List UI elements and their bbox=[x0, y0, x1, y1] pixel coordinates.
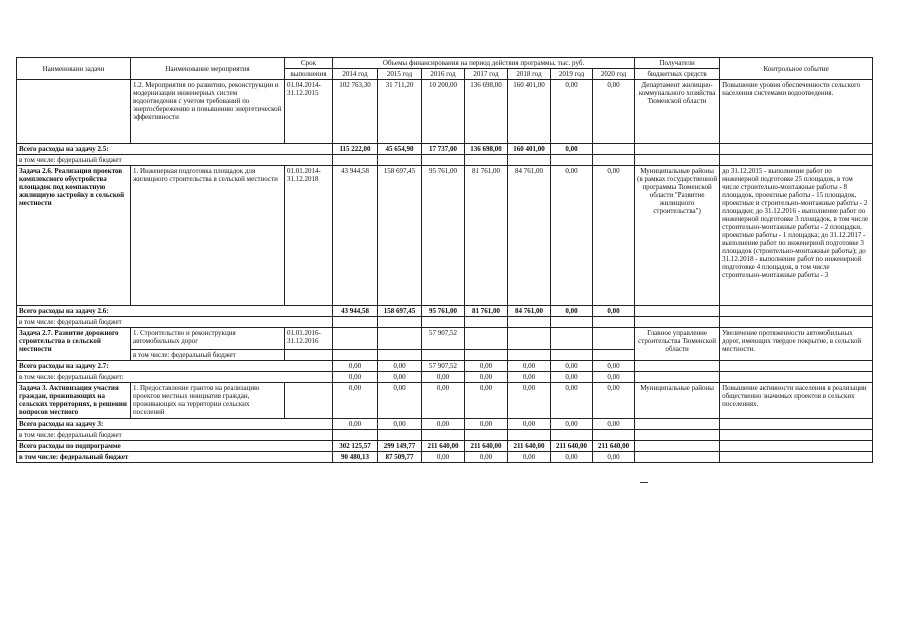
total-value: 0,00 bbox=[551, 361, 593, 372]
total-value: 0,00 bbox=[465, 361, 508, 372]
total-label: Всего расходы на задачу 2.6: bbox=[17, 306, 333, 317]
grand-total-value: 211 640,00 bbox=[465, 441, 508, 452]
grand-total-value: 211 640,00 bbox=[508, 441, 551, 452]
header-year: 2019 год bbox=[551, 69, 593, 80]
total-value: 115 222,00 bbox=[333, 144, 378, 155]
federal-value: 0,00 bbox=[508, 372, 551, 383]
cell-task: Задача 2.7. Развитие дорожного строительства в сельской местности bbox=[17, 328, 131, 361]
table-row-total bbox=[17, 144, 873, 155]
cell-value: 102 763,30 bbox=[333, 80, 378, 144]
federal-value: 0,00 bbox=[422, 372, 465, 383]
header-event: Наименование мероприятия bbox=[131, 58, 285, 80]
total-value: 57 907,52 bbox=[422, 361, 465, 372]
cell-event: 1. Предоставление грантов на реализацию проектов местных инициатив граждан, проживающих на территории сельских поселений bbox=[131, 383, 285, 419]
federal-value: 0,00 bbox=[378, 372, 422, 383]
total-label: Всего расходы на задачу 2.7: bbox=[17, 361, 333, 372]
header-year: 2020 год bbox=[593, 69, 635, 80]
cell-value: 84 761,00 bbox=[508, 166, 551, 306]
table-row-total bbox=[17, 306, 873, 317]
header-task: Наименовани задачи bbox=[17, 58, 131, 80]
header-year: 2017 год bbox=[465, 69, 508, 80]
table-row-federal bbox=[17, 155, 873, 166]
header-funding: Объемы финансирования на период действия программы, тыс. руб. bbox=[333, 58, 635, 69]
cell-value: 0,00 bbox=[465, 383, 508, 419]
total-value: 136 698,00 bbox=[465, 144, 508, 155]
total-value: 43 944,58 bbox=[333, 306, 378, 317]
total-value-empty bbox=[593, 144, 635, 155]
cell-value: 43 944,58 bbox=[333, 166, 378, 306]
cell-value: 0,00 bbox=[593, 80, 635, 144]
federal-value: 0,00 bbox=[333, 372, 378, 383]
federal-value: 90 480,13 bbox=[333, 452, 378, 463]
table-row bbox=[17, 80, 873, 144]
grand-total-value: 299 149,77 bbox=[378, 441, 422, 452]
total-value: 0,00 bbox=[593, 306, 635, 317]
cell-value: 0,00 bbox=[551, 383, 593, 419]
total-value: 0,00 bbox=[378, 361, 422, 372]
total-value: 0,00 bbox=[378, 419, 422, 430]
grand-total-value: 302 125,57 bbox=[333, 441, 378, 452]
cell-control: Повышение уровня обеспеченности сельского населения системами водоотведения. bbox=[720, 80, 873, 144]
total-value: 0,00 bbox=[551, 419, 593, 430]
total-value: 17 737,00 bbox=[422, 144, 465, 155]
header-term-1: Срок bbox=[285, 58, 333, 69]
federal-value: 87 509,77 bbox=[378, 452, 422, 463]
table-row-federal bbox=[17, 430, 873, 441]
federal-label: в том числе: федеральный бюджет bbox=[17, 317, 333, 328]
total-value: 0,00 bbox=[333, 361, 378, 372]
cell-value: 0,00 bbox=[551, 166, 593, 306]
total-value: 81 761,00 bbox=[465, 306, 508, 317]
cell-task bbox=[17, 80, 131, 144]
federal-value: 0,00 bbox=[508, 452, 551, 463]
total-label: Всего расходы на задачу 3: bbox=[17, 419, 333, 430]
cell-value: 0,00 bbox=[593, 166, 635, 306]
federal-value: 0,00 bbox=[422, 452, 465, 463]
cell-event: 1. Инженерная подготовка площадок для жилищного строительства в сельской местности bbox=[131, 166, 285, 306]
federal-value: 0,00 bbox=[551, 372, 593, 383]
total-value: 0,00 bbox=[422, 419, 465, 430]
cell-value: 95 761,00 bbox=[422, 166, 465, 306]
program-funding-table bbox=[16, 57, 873, 463]
total-value: 158 697,45 bbox=[378, 306, 422, 317]
cell-value: 0,00 bbox=[333, 383, 378, 419]
table-row-federal bbox=[17, 452, 873, 463]
total-label: Всего расходы на задачу 2.5: bbox=[17, 144, 333, 155]
total-value: 45 654,90 bbox=[378, 144, 422, 155]
cell-value: 0,00 bbox=[378, 383, 422, 419]
table-row-federal bbox=[17, 317, 873, 328]
cell-control: до 31.12.2015 - выполнение работ по инженерной подготовке 25 площадок, в том числе строительно-монтажные работы - 8 площадок, проектные работы - 15 площадок, проектные и строительно-монтажные работы - 2 площадки; до 31.12.2016 - выполнение работ по инженерной подготовке 3 площадок, в том числе строительно-монтажные работы - 2 площадки, проектные работы - 1 площадка; до 31.12.2017 - выполнение работ по инженерной подготовке 3 площадок (строительно-монтажные работы); до 31.12.2018 - выполнение работ по инженерной подготовке 4 площадок, в том числе строительно-монтажные работы - 3 bbox=[720, 166, 873, 306]
cell-value: 81 761,00 bbox=[465, 166, 508, 306]
federal-value: 0,00 bbox=[465, 452, 508, 463]
federal-label: в том числе: федеральный бюджет: bbox=[17, 372, 333, 383]
cell-value: 0,00 bbox=[593, 383, 635, 419]
cell-empty bbox=[720, 144, 873, 155]
total-value: 160 401,00 bbox=[508, 144, 551, 155]
cell-empty bbox=[635, 144, 720, 155]
total-value: 0,00 bbox=[333, 419, 378, 430]
cell-recipient: Главное управление строительства Тюменской области bbox=[635, 328, 720, 361]
cell-value: 10 200,00 bbox=[422, 80, 465, 144]
federal-label: в том числе: федеральный бюджет bbox=[17, 155, 333, 166]
federal-value: 0,00 bbox=[465, 372, 508, 383]
total-value: 0,00 bbox=[508, 419, 551, 430]
document-sheet bbox=[16, 57, 873, 463]
federal-value: 0,00 bbox=[593, 452, 635, 463]
header-year: 2014 год bbox=[333, 69, 378, 80]
cell-term: 01.04.2014-31.12.2015 bbox=[285, 80, 333, 144]
cell-control: Повышение активности населения в реализации общественно значимых проектов в сельских поселениях. bbox=[720, 383, 873, 419]
cell-task: Задача 2.6. Реализация проектов комплексного обустройства площадок под компактную жилищную застройку в сельской местности bbox=[17, 166, 131, 306]
federal-label: в том числе: федеральный бюджет bbox=[131, 350, 285, 361]
cell-recipient: Муниципальные районы (в рамках государственной программы Тюменской области "Развитие жилищного строительства") bbox=[635, 166, 720, 306]
table-row bbox=[17, 328, 873, 350]
scan-mark bbox=[640, 482, 648, 483]
federal-value: 0,00 bbox=[593, 372, 635, 383]
total-value: 0,00 bbox=[551, 144, 593, 155]
cell-value: 0,00 bbox=[422, 383, 465, 419]
cell-control: Увеличение протяженности автомобильных дорог, имеющих твердое покрытие, в сельской местности. bbox=[720, 328, 873, 361]
total-value: 0,00 bbox=[593, 361, 635, 372]
total-value: 84 761,00 bbox=[508, 306, 551, 317]
total-value: 95 761,00 bbox=[422, 306, 465, 317]
total-value: 0,00 bbox=[465, 419, 508, 430]
header-control: Контрольное событие bbox=[720, 58, 873, 80]
cell-recipient: Муниципальные районы bbox=[635, 383, 720, 419]
table-row bbox=[17, 383, 873, 419]
cell-recipient: Департамент жилищно-коммунального хозяйства Тюменской области bbox=[635, 80, 720, 144]
header-recipients-1: Получатели bbox=[635, 58, 720, 69]
table-row bbox=[17, 166, 873, 306]
cell-event: 1.2. Мероприятия по развитию, реконструкции и модернизации инженерных систем водоотведения с учетом требований по энергосбережению и повышению энергетической эффективности bbox=[131, 80, 285, 144]
grand-total-value: 211 640,00 bbox=[551, 441, 593, 452]
header-year: 2015 год bbox=[378, 69, 422, 80]
cell-value: 0,00 bbox=[551, 80, 593, 144]
cell-value: 160 401,00 bbox=[508, 80, 551, 144]
cell-value: 136 698,00 bbox=[465, 80, 508, 144]
cell-term: 01.01.2014-31.12.2018 bbox=[285, 166, 333, 306]
cell-value: 31 711,20 bbox=[378, 80, 422, 144]
table-row-grand-total bbox=[17, 441, 873, 452]
total-value: 0,00 bbox=[508, 361, 551, 372]
total-value: 0,00 bbox=[551, 306, 593, 317]
header-term-2: выполнения bbox=[285, 69, 333, 80]
header-year: 2018 год bbox=[508, 69, 551, 80]
cell-task: Задача 3. Активизация участия граждан, проживающих на сельских территориях, в решении вопросов местного bbox=[17, 383, 131, 419]
cell-value: 0,00 bbox=[508, 383, 551, 419]
federal-label: в том числе: федеральный бюджет bbox=[17, 430, 333, 441]
cell-term: 01.01.2016-31.12.2016 bbox=[285, 328, 333, 350]
table-row-federal bbox=[17, 372, 873, 383]
header-year: 2016 год bbox=[422, 69, 465, 80]
federal-label: в том числе: федеральный бюджет bbox=[17, 452, 333, 463]
table-row-total bbox=[17, 419, 873, 430]
table-row-total bbox=[17, 361, 873, 372]
federal-value: 0,00 bbox=[551, 452, 593, 463]
grand-total-value: 211 640,00 bbox=[422, 441, 465, 452]
grand-total-label: Всего расходы по подпрограмме bbox=[17, 441, 333, 452]
cell-value: 158 697,45 bbox=[378, 166, 422, 306]
header-row-1 bbox=[17, 58, 873, 69]
header-recipients-2: бюджетных средств bbox=[635, 69, 720, 80]
cell-value: 57 907,52 bbox=[422, 328, 465, 350]
grand-total-value: 211 640,00 bbox=[593, 441, 635, 452]
cell-event: 1. Строительство и реконструкция автомобильных дорог bbox=[131, 328, 285, 350]
total-value: 0,00 bbox=[593, 419, 635, 430]
